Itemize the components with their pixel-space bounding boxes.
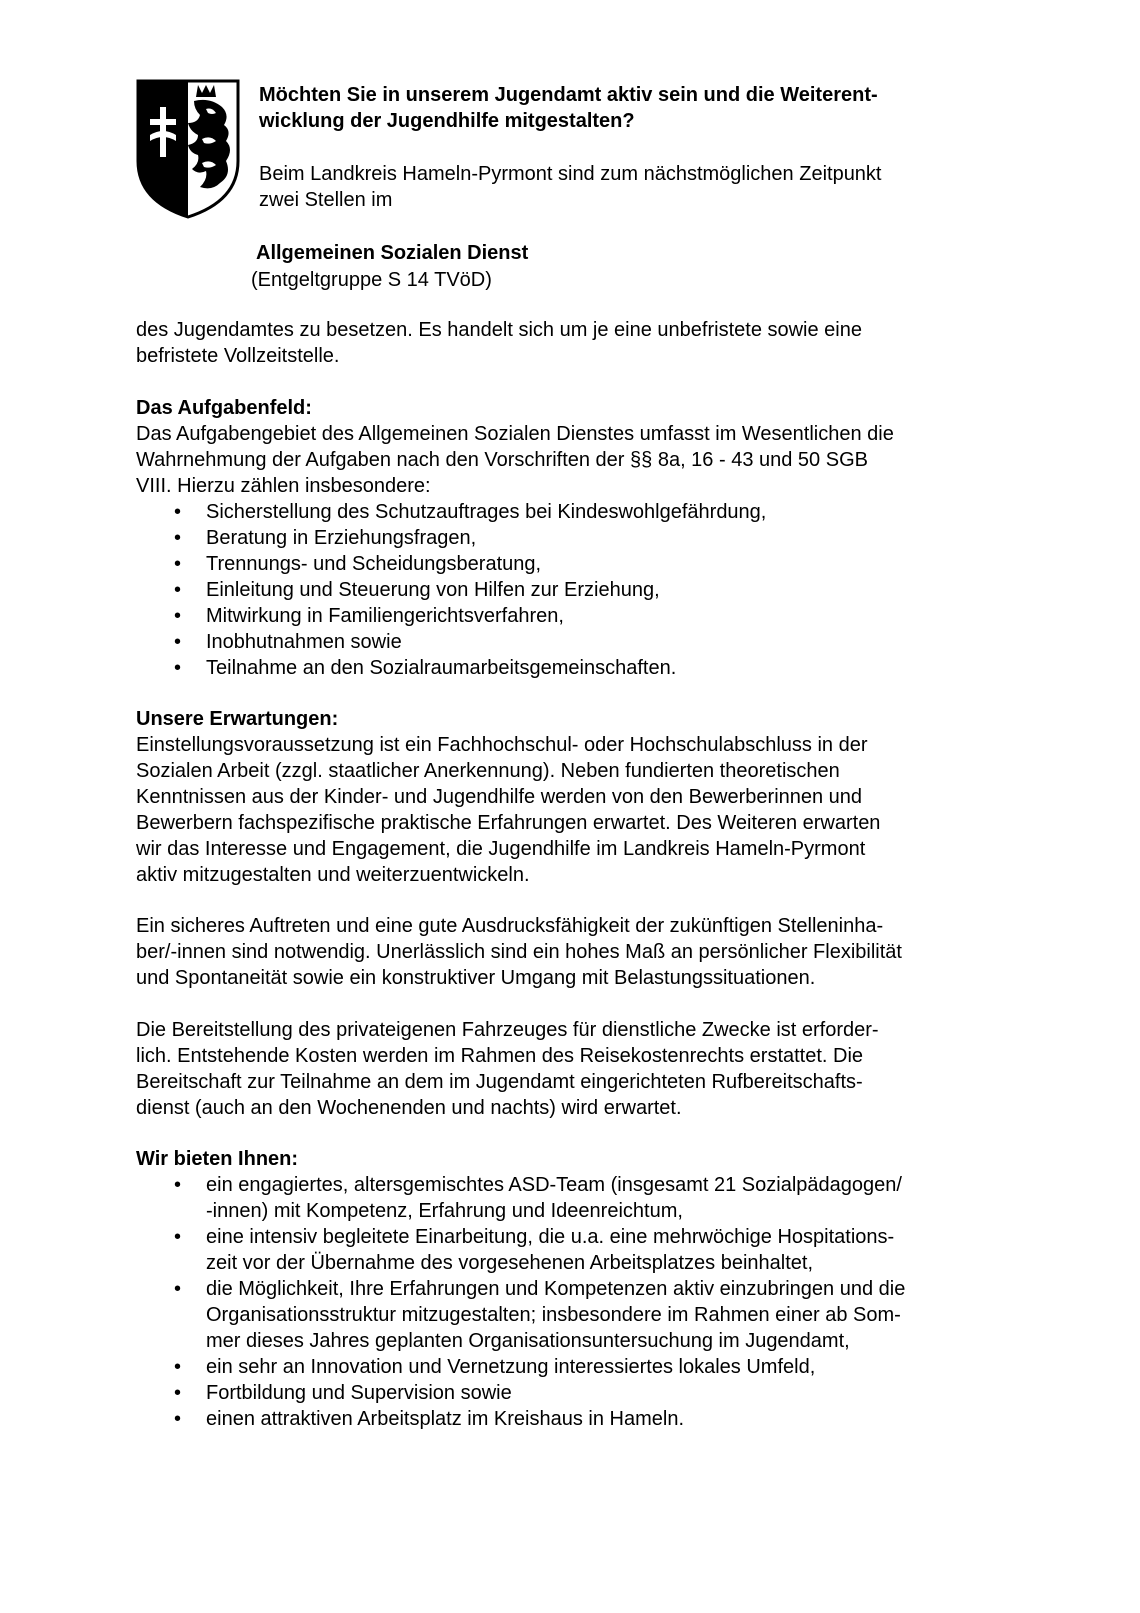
intro-text-line: Beim Landkreis Hameln-Pyrmont sind zum nächstmöglichen Zeitpunkt — [259, 163, 882, 185]
list-item — [136, 1276, 1026, 1354]
text-line: Ein sicheres Auftreten und eine gute Ausdrucksfähigkeit der zukünftigen Stelleninha- — [136, 915, 884, 937]
expectations-paragraph-3 — [136, 1017, 1026, 1121]
intro-heading-line: Möchten Sie in unserem Jugendamt aktiv sein und die Weiterent- — [259, 84, 878, 106]
coat-of-arms-icon — [136, 79, 240, 219]
text-line: Kenntnissen aus der Kinder- und Jugendhilfe werden von den Bewerberinnen und — [136, 786, 863, 808]
list-item — [136, 1406, 1026, 1432]
list-item: • Trennungs- und Scheidungsberatung, — [136, 551, 1026, 577]
job-title: Allgemeinen Sozialen Dienst — [256, 242, 529, 264]
intro-heading-line: wicklung der Jugendhilfe mitgestalten? — [259, 110, 635, 132]
text-line: ber/-innen sind notwendig. Unerlässlich sind ein hohes Maß an persönlicher Flexibilität — [136, 941, 902, 963]
list-item — [136, 1354, 1026, 1380]
list-item: • Sicherstellung des Schutzauftrages bei Kindeswohlgefährdung, — [136, 499, 1026, 525]
text-line: befristete Vollzeitstelle. — [136, 345, 340, 367]
list-item: • Einleitung und Steuerung von Hilfen zur Erziehung, — [136, 577, 1026, 603]
text-line: Bewerbern fachspezifische praktische Erfahrungen erwartet. Des Weiteren erwarten — [136, 812, 881, 834]
text-line: VIII. Hierzu zählen insbesondere: — [136, 475, 431, 497]
tasks-heading: Das Aufgabenfeld: — [136, 397, 312, 419]
text-line: aktiv mitzugestalten und weiterzuentwickeln. — [136, 864, 530, 886]
text-line: zeit vor der Übernahme des vorgesehenen Arbeitsplatzes beinhaltet, — [206, 1252, 814, 1274]
list-item: • Mitwirkung in Familiengerichtsverfahren, — [136, 603, 1026, 629]
intro-heading — [259, 82, 1019, 134]
expectations-heading: Unsere Erwartungen: — [136, 708, 339, 730]
pay-group: (Entgeltgruppe S 14 TVöD) — [251, 269, 492, 291]
text-line: • die Möglichkeit, Ihre Erfahrungen und Kompetenzen aktiv einzubringen und die — [206, 1278, 906, 1300]
list-item — [136, 1224, 1026, 1276]
text-line: • ein engagiertes, altersgemischtes ASD-Team (insgesamt 21 Sozialpädagogen/ — [206, 1174, 902, 1196]
text-line: -innen) mit Kompetenz, Erfahrung und Ideenreichtum, — [206, 1200, 683, 1222]
text-line: dienst (auch an den Wochenenden und nachts) wird erwartet. — [136, 1097, 682, 1119]
text-line: und Spontaneität sowie ein konstruktiver Umgang mit Belastungssituationen. — [136, 967, 816, 989]
intro-text-line: zwei Stellen im — [259, 189, 393, 211]
position-text — [136, 317, 1026, 369]
text-line: • eine intensiv begleitete Einarbeitung, die u.a. eine mehrwöchige Hospitations- — [206, 1226, 895, 1248]
text-line: Wahrnehmung der Aufgaben nach den Vorschriften der §§ 8a, 16 - 43 und 50 SGB — [136, 449, 868, 471]
text-line: Sozialen Arbeit (zzgl. staatlicher Anerkennung). Neben fundierten theoretischen — [136, 760, 840, 782]
text-line: Das Aufgabengebiet des Allgemeinen Sozialen Dienstes umfasst im Wesentlichen die — [136, 423, 894, 445]
text-line: • einen attraktiven Arbeitsplatz im Kreishaus in Hameln. — [206, 1408, 685, 1430]
text-line: lich. Entstehende Kosten werden im Rahmen des Reisekostenrechts erstattet. Die — [136, 1045, 864, 1067]
list-item — [136, 1172, 1026, 1224]
text-line: Einstellungsvoraussetzung ist ein Fachhochschul- oder Hochschulabschluss in der — [136, 734, 868, 756]
list-item: • Beratung in Erziehungsfragen, — [136, 525, 1026, 551]
tasks-intro — [136, 421, 1026, 499]
list-item — [136, 1380, 1026, 1406]
expectations-paragraph-2 — [136, 913, 1026, 991]
list-item: • Teilnahme an den Sozialraumarbeitsgemeinschaften. — [136, 655, 1026, 681]
text-line: • Fortbildung und Supervision sowie — [206, 1382, 512, 1404]
text-line: wir das Interesse und Engagement, die Jugendhilfe im Landkreis Hameln-Pyrmont — [136, 838, 866, 860]
text-line: Bereitschaft zur Teilnahme an dem im Jugendamt eingerichteten Rufbereitschafts- — [136, 1071, 863, 1093]
expectations-paragraph-1 — [136, 732, 1026, 888]
offer-heading: Wir bieten Ihnen: — [136, 1148, 299, 1170]
text-line: Organisationsstruktur mitzugestalten; insbesondere im Rahmen einer ab Som- — [206, 1304, 901, 1326]
intro-text — [259, 161, 1019, 213]
offer-list — [136, 1172, 1026, 1432]
tasks-list — [136, 499, 1026, 681]
text-line: • ein sehr an Innovation und Vernetzung interessiertes lokales Umfeld, — [206, 1356, 816, 1378]
text-line: mer dieses Jahres geplanten Organisationsuntersuchung im Jugendamt, — [206, 1330, 850, 1352]
list-item: • Inobhutnahmen sowie — [136, 629, 1026, 655]
text-line: des Jugendamtes zu besetzen. Es handelt sich um je eine unbefristete sowie eine — [136, 319, 862, 341]
text-line: Die Bereitstellung des privateigenen Fahrzeuges für dienstliche Zwecke ist erforder- — [136, 1019, 879, 1041]
